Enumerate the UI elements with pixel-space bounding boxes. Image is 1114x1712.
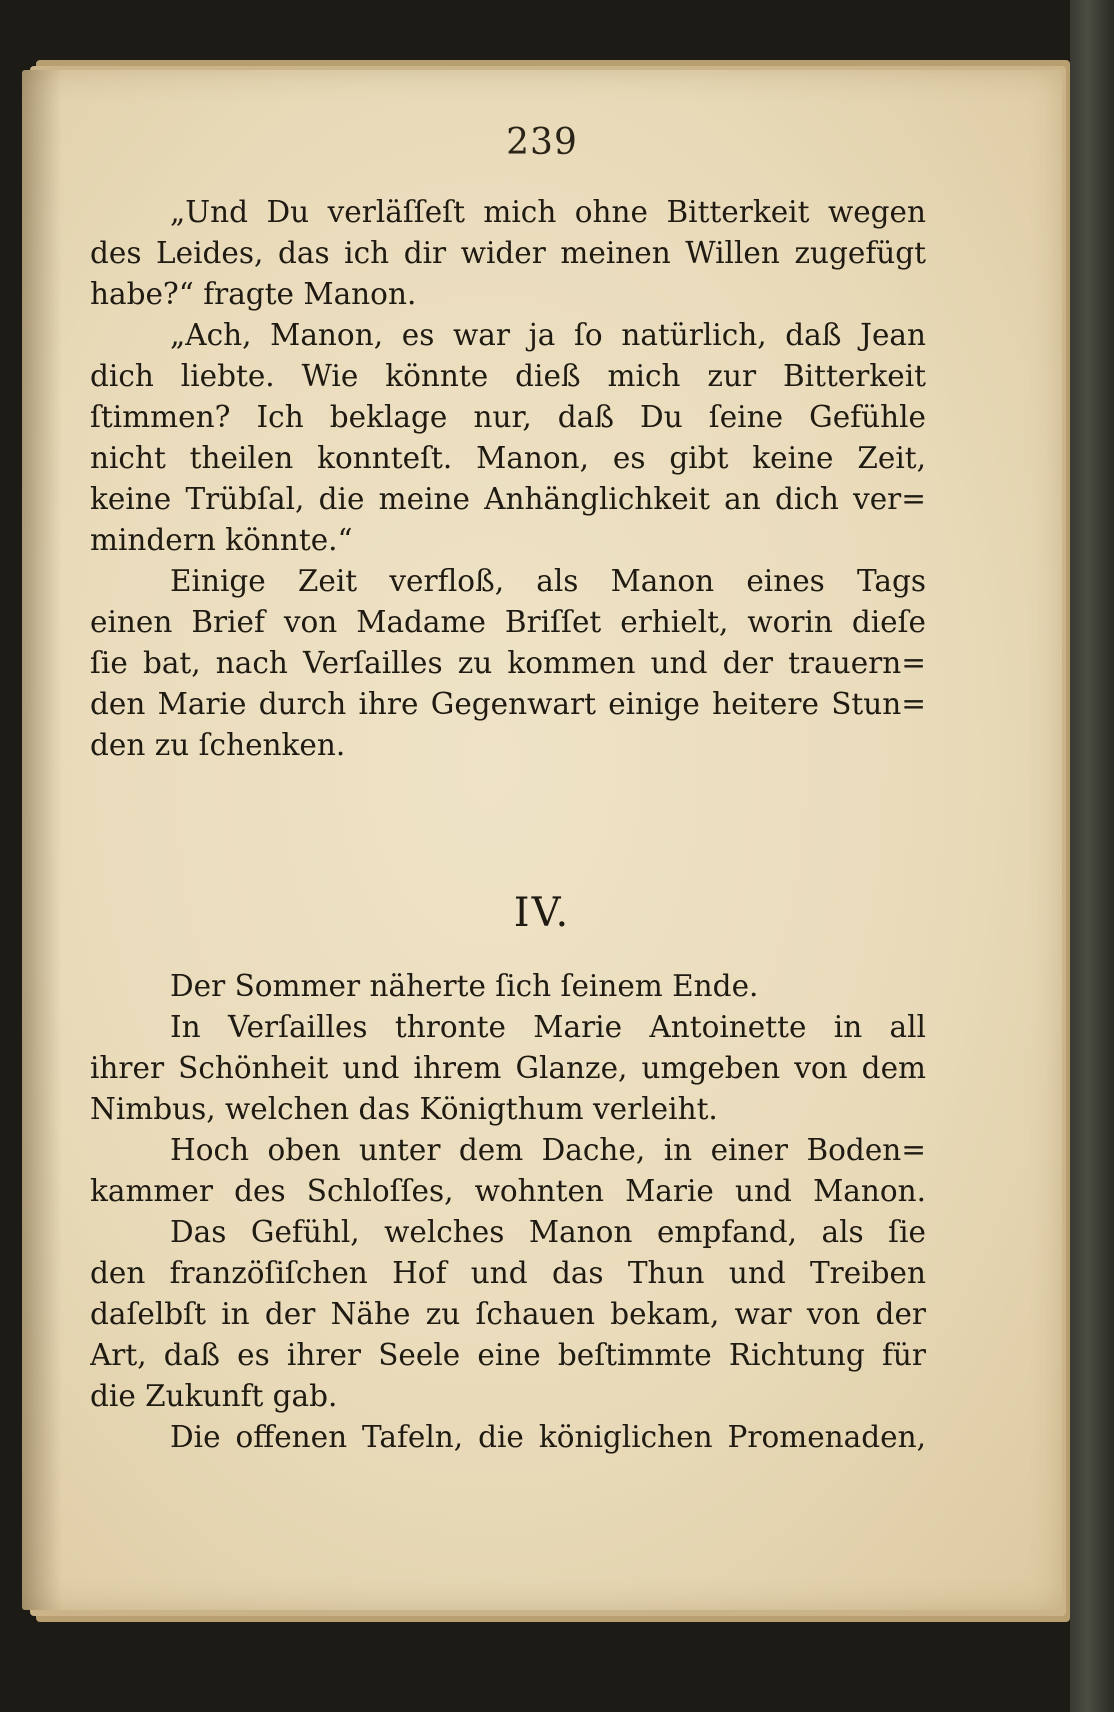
text-line: den Marie durch ihre Gegenwart einige heitere Stun= [90, 687, 926, 721]
text-line: In Verſailles thronte Marie Antoinette in all [170, 1010, 926, 1044]
page-number: 239 [506, 122, 578, 163]
text-line: Der Sommer näherte ſich ſeinem Ende. [170, 969, 759, 1003]
text-line: die Zukunft gab. [90, 1379, 338, 1413]
text-line: Das Gefühl, welches Manon empfand, als ſie [170, 1215, 926, 1249]
book-page [22, 70, 1062, 1610]
text-line: einen Brief von Madame Briſſet erhielt, worin dieſe [90, 605, 926, 639]
text-line: des Leides, das ich dir wider meinen Willen zugefügt [90, 236, 926, 270]
text-line: „Ach, Manon, es war ja ſo natürlich, daß Jean [170, 318, 926, 352]
text-line: kammer des Schloſſes, wohnten Marie und Manon. [90, 1174, 926, 1208]
text-line: mindern könnte.“ [90, 523, 353, 557]
text-line: Die offenen Tafeln, die königlichen Promenaden, [170, 1420, 926, 1454]
text-line: Einige Zeit verfloß, als Manon eines Tags [170, 564, 926, 598]
text-line: „Und Du verläſſeſt mich ohne Bitterkeit wegen [170, 195, 926, 229]
text-block-lower [90, 966, 926, 1458]
text-line: Hoch oben unter dem Dache, in einer Boden= [170, 1133, 926, 1167]
text-line: habe?“ fragte Manon. [90, 277, 417, 311]
text-line: Nimbus, welchen das Königthum verleiht. [90, 1092, 718, 1126]
text-line: nicht theilen konnteſt. Manon, es gibt keine Zeit, [90, 441, 926, 475]
chapter-heading: IV. [513, 890, 571, 936]
text-line: ihrer Schönheit und ihrem Glanze, umgeben von dem [90, 1051, 926, 1085]
text-block-upper [90, 192, 926, 766]
text-line: dich liebte. Wie könnte dieß mich zur Bitterkeit [90, 359, 926, 393]
book-cover-edge [1070, 0, 1114, 1712]
text-line: daſelbſt in der Nähe zu ſchauen bekam, war von der [90, 1297, 926, 1331]
text-line: den zu ſchenken. [90, 728, 346, 762]
text-line: Art, daß es ihrer Seele eine beſtimmte Richtung für [90, 1338, 926, 1372]
text-line: ſie bat, nach Verſailles zu kommen und der trauern= [90, 646, 926, 680]
page-gutter-shadow [22, 70, 62, 1610]
text-line: ſtimmen? Ich beklage nur, daß Du ſeine Gefühle [90, 400, 926, 434]
text-line: keine Trübſal, die meine Anhänglichkeit an dich ver= [90, 482, 926, 516]
text-line: den franzöſiſchen Hof und das Thun und Treiben [90, 1256, 926, 1290]
